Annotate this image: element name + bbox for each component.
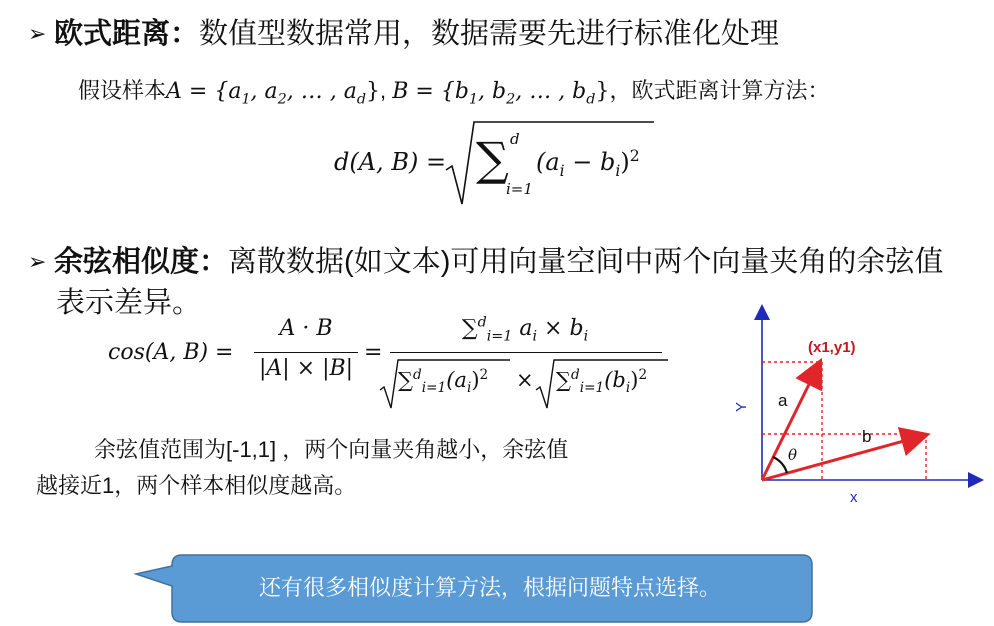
sample-a-close: } xyxy=(366,79,381,104)
euclidean-formula xyxy=(334,118,654,210)
cosine-frac2-numerator xyxy=(390,314,660,345)
sample-a-sub-d: d xyxy=(356,91,367,108)
num-sum-symbol: ∑ xyxy=(461,316,478,341)
den-a-body: (a xyxy=(446,368,467,392)
formula-body-a: (a xyxy=(536,148,560,176)
formula-body-a-sub: i xyxy=(559,161,565,180)
cosine-explanation xyxy=(36,432,676,504)
vector-diagram-svg xyxy=(726,300,988,512)
sample-b-sub-1: 1 xyxy=(468,91,479,108)
euclidean-heading xyxy=(28,14,779,54)
euclidean-description: 数值型数据常用，数据需要先进行标准化处理 xyxy=(199,18,780,50)
cosine-formula xyxy=(108,316,668,416)
cosine-frac1-numerator: A · B xyxy=(279,316,333,341)
den-a-term xyxy=(398,367,489,397)
formula-body-power: 2 xyxy=(629,147,640,165)
cosine-formula-lhs: cos(A, B) = xyxy=(108,340,234,365)
den-b-close: ) xyxy=(630,368,639,392)
sample-b-close: } xyxy=(595,79,610,104)
den-b-lower: i=1 xyxy=(579,380,605,397)
angle-label: θ xyxy=(788,446,798,464)
callout-note xyxy=(134,554,814,624)
num-sum-upper: d xyxy=(477,314,487,331)
den-b-sub: i xyxy=(625,380,631,397)
sample-b-sub-2: 2 xyxy=(506,91,516,108)
num-times-b: × b xyxy=(537,316,584,341)
sample-b-open: B = {b xyxy=(392,79,469,104)
den-times: × xyxy=(516,368,534,392)
explanation-line-1: 余弦值范围为[-1,1] ，两个向量夹角越小，余弦值 xyxy=(94,437,569,462)
den-a-close: ) xyxy=(471,368,480,392)
formula-body-minus-b: − b xyxy=(564,148,616,176)
vector-diagram xyxy=(726,300,988,512)
den-b-body: (b xyxy=(604,368,626,392)
den-b-power: 2 xyxy=(638,367,648,383)
formula-body-b-sub: i xyxy=(615,161,621,180)
den-b-sum: ∑ xyxy=(556,368,571,392)
den-a-upper: d xyxy=(413,367,422,383)
x-axis-label: x xyxy=(850,489,858,506)
den-a-sum: ∑ xyxy=(398,368,413,392)
vector-b xyxy=(762,436,922,480)
cosine-frac2-denominator xyxy=(378,356,678,412)
euclidean-term: 欧式距离 xyxy=(54,18,171,50)
sample-definition xyxy=(78,76,829,107)
sum-upper-limit: d xyxy=(510,130,520,148)
sample-b-set xyxy=(392,79,610,108)
sample-a-dots: , … , a xyxy=(286,79,357,104)
den-a-sub: i xyxy=(466,380,472,397)
num-sum-lower: i=1 xyxy=(486,328,513,345)
euclidean-formula-body xyxy=(536,147,640,180)
arrow-bullet-icon: ➢ xyxy=(28,21,47,46)
den-a-power: 2 xyxy=(479,367,489,383)
den-b-term xyxy=(556,367,648,397)
point-label: (x1,y1) xyxy=(808,339,856,356)
sample-separator: , xyxy=(380,78,393,103)
formula-body-close: ) xyxy=(620,148,630,176)
sample-a-open: A = {a xyxy=(166,79,242,104)
cosine-equals: = xyxy=(364,340,383,365)
callout-text: 还有很多相似度计算方法，根据问题特点选择。 xyxy=(258,575,721,600)
num-a-sub: i xyxy=(532,328,538,345)
euclidean-formula-lhs: d(A, B) = xyxy=(334,148,447,176)
sample-a-sub-1: 1 xyxy=(241,91,251,108)
angle-arc xyxy=(773,457,787,473)
sample-prefix: 假设样本 xyxy=(78,78,167,103)
sample-b-comma: , b xyxy=(478,79,507,104)
cosine-heading xyxy=(28,242,943,282)
explanation-line-2: 越接近1，两个样本相似度越高。 xyxy=(36,473,357,498)
sum-lower-limit: i=1 xyxy=(506,180,533,198)
cosine-colon: ： xyxy=(199,246,229,278)
num-b-sub: i xyxy=(583,328,589,345)
sample-suffix: ，欧式距离计算方法： xyxy=(609,78,830,103)
sample-a-set xyxy=(166,79,381,108)
den-b-upper: d xyxy=(571,367,580,383)
num-a: a xyxy=(512,316,533,341)
sample-a-sub-2: 2 xyxy=(277,91,287,108)
den-a-lower: i=1 xyxy=(421,380,447,397)
sample-a-comma: , a xyxy=(250,79,278,104)
vector-b-label: b xyxy=(862,427,872,446)
cosine-frac2-bar xyxy=(390,352,662,353)
cosine-term: 余弦相似度 xyxy=(54,246,200,278)
vector-a-label: a xyxy=(778,391,788,410)
cosine-frac1-denominator: |A| × |B| xyxy=(258,356,354,381)
y-axis-label: Y xyxy=(733,401,750,412)
arrow-bullet-icon: ➢ xyxy=(28,249,47,274)
sample-b-sub-d: d xyxy=(586,91,596,108)
euclidean-colon: ： xyxy=(170,18,200,50)
cosine-description-cont: 表示差异。 xyxy=(56,287,202,319)
cosine-frac1-bar xyxy=(254,352,358,353)
cosine-description: 离散数据(如文本)可用向量空间中两个向量夹角的余弦值 xyxy=(228,246,944,278)
sample-b-dots: , … , b xyxy=(515,79,587,104)
sum-symbol: ∑ xyxy=(476,132,509,186)
